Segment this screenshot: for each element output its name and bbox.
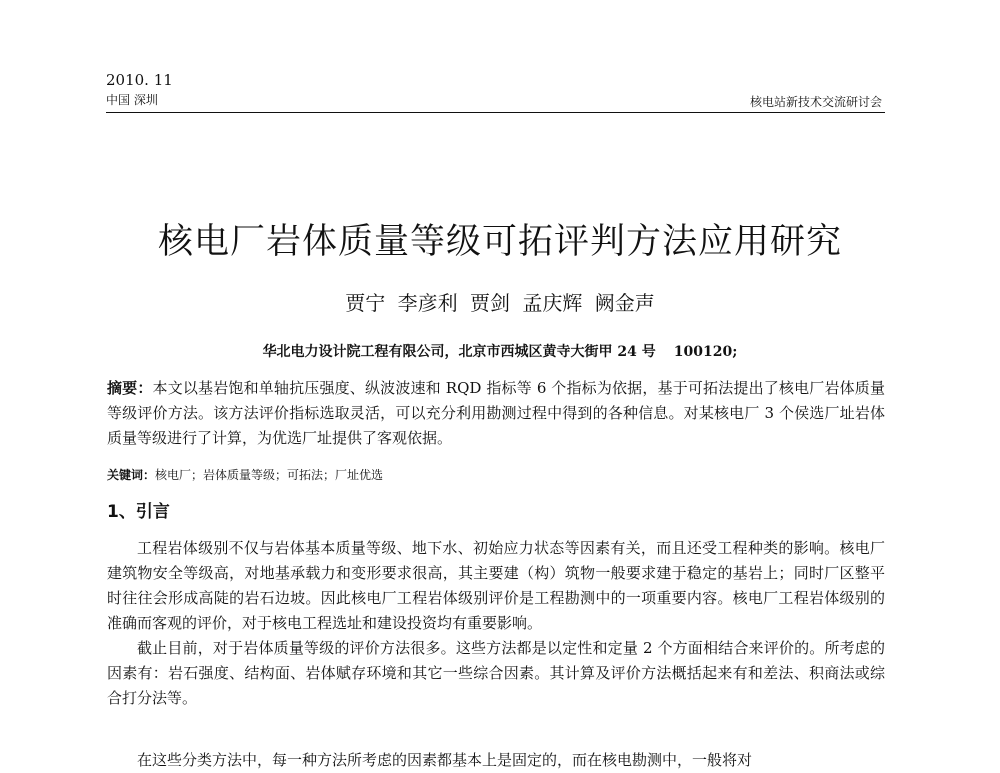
keywords-label: 关键词： (107, 468, 156, 482)
author-affiliation (0, 342, 1000, 362)
conference-date: 2010. 11 (106, 71, 173, 89)
running-header-left (106, 70, 173, 109)
conference-name: 核电站新技术交流研讨会 (749, 95, 882, 109)
abstract-text: 本文以基岩饱和单轴抗压强度、纵波波速和 RQD 指标等 6 个指标为依据，基于可拓法提出了核电厂岩体质量等级评价方法。该方法评价指标选取灵活，可以充分利用勘测过程中得到的各种信息。对某核电厂 3 个侯选厂址岩体质量等级进行了计算，为优选厂址提供了客观依据。 (107, 379, 885, 447)
header-rule (106, 112, 885, 113)
affiliation-address: 华北电力设计院工程有限公司，北京市西城区黄寺大街甲 24 号 (262, 344, 656, 360)
abstract-label: 摘要： (107, 379, 153, 397)
paragraph: 截止目前，对于岩体质量等级的评价方法很多。这些方法都是以定性和定量 2 个方面相结合来评价的。所考虑的因素有：岩石强度、结构面、岩体赋存环境和其它一些综合因素。其计算及评价方法概括起来有和差法、积商法或综合打分法等。 (107, 639, 885, 707)
section-heading-introduction: 1、引言 (107, 502, 170, 522)
paper-title: 核电厂岩体质量等级可拓评判方法应用研究 (157, 222, 842, 262)
paragraph-cut-off: 在这些分类方法中，每一种方法所考虑的因素都基本上是固定的，而在核电勘测中，一般将对 (137, 751, 753, 769)
keywords (107, 466, 383, 484)
introduction-body (107, 536, 885, 711)
paragraph: 工程岩体级别不仅与岩体基本质量等级、地下水、初始应力状态等因素有关，而且还受工程种类的影响。核电厂建筑物安全等级高，对地基承载力和变形要求很高，其主要建（构）筑物一般要求建于稳定的基岩上；同时厂区整平时往往会形成高陡的岩石边坡。因此核电厂工程岩体级别评价是工程勘测中的一项重要内容。核电厂工程岩体级别的准确而客观的评价，对于核电工程选址和建设投资均有重要影响。 (107, 539, 885, 632)
keywords-text: 核电厂；岩体质量等级；可拓法；厂址优选 (155, 468, 384, 482)
abstract (107, 376, 885, 451)
conference-place: 中国 深圳 (106, 93, 158, 107)
postal-code: 100120; (673, 344, 738, 360)
paper-authors: 贾宁 李彦利 贾剑 孟庆辉 阙金声 (345, 291, 655, 315)
